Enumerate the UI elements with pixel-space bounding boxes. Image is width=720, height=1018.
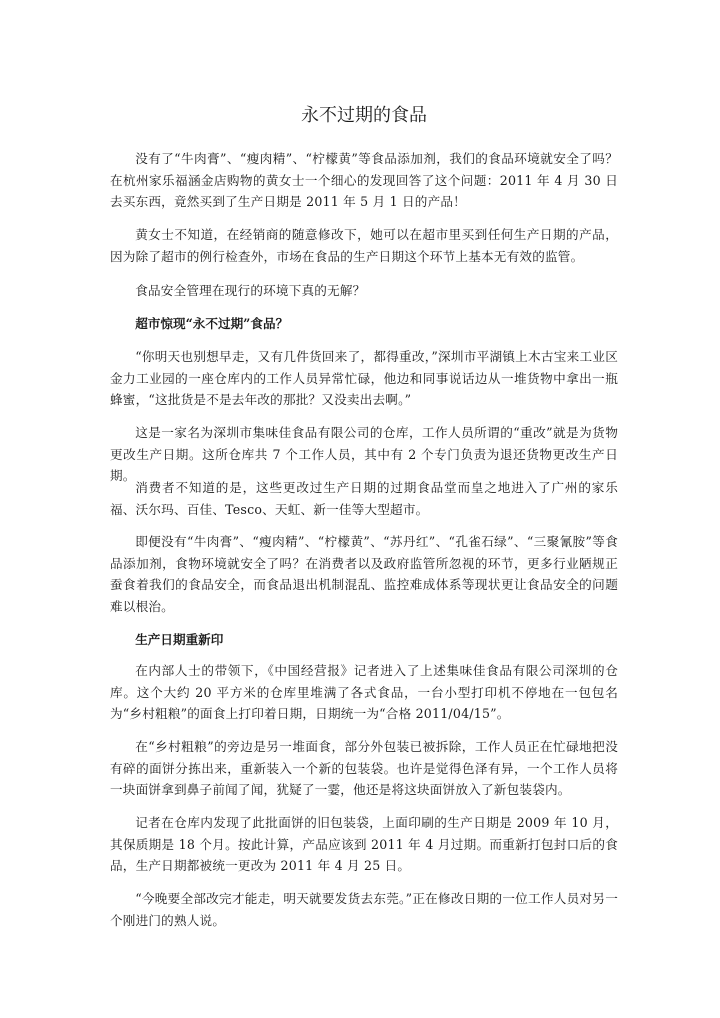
- paragraph-4: “你明天也别想早走，又有几件货回来了，都得重改，”深圳市平湖镇上木古宝来工业区金力工业园的一座仓库内的工作人员异常忙碌，他边和同事说话边从一堆货物中拿出一瓶蜂蜜，“这批货是不是去年改的那批？又没卖出去啊。”: [110, 349, 618, 407]
- paragraph-7: 即便没有“牛肉膏”、“瘦肉精”、“柠檬黄”、“苏丹红”、“孔雀石绿”、“三聚氰胺”等食品添加剂，食物环境就安全了吗？在消费者以及政府监管所忽视的环节，更多行业陋规正蚕食着我们的食品安全，而食品退出机制混乱、监控难成体系等现状更让食品安全的问题难以根治。: [110, 534, 618, 614]
- paragraph-9: 在“乡村粗粮”的旁边是另一堆面食，部分外包装已被拆除，工作人员正在忙碌地把没有碎的面饼分拣出来，重新装入一个新的包装袋。也许是觉得色泽有异，一个工作人员将一块面饼拿到鼻子前闻了闻，犹疑了一霎，他还是将这块面饼放入了新包装袋内。: [110, 739, 618, 797]
- paragraph-8: 在内部人士的带领下，《中国经营报》记者进入了上述集味佳食品有限公司深圳的仓库。这个大约 20 平方米的仓库里堆满了各式食品，一台小型打印机不停地在一包包名为“乡村粗粮”的面食上打印着日期，日期统一为“合格 2011/04/15”。: [110, 663, 618, 721]
- paragraph-11: “今晚要全部改完才能走，明天就要发货去东莞。”正在修改日期的一位工作人员对另一个刚进门的熟人说。: [110, 891, 618, 928]
- paragraph-10: 记者在仓库内发现了此批面饼的旧包装袋，上面印刷的生产日期是 2009 年 10 月，其保质期是 18 个月。按此计算，产品应该到 2011 年 4 月过期。而重新打包封口后的食品，生产日期都被统一更改为 2011 年 4 月 25 日。: [110, 815, 618, 873]
- section-heading-2: 生产日期重新印: [135, 632, 224, 647]
- paragraph-3: 食品安全管理在现行的环境下真的无解？: [135, 283, 366, 298]
- paragraph-5: 这是一家名为深圳市集味佳食品有限公司的仓库，工作人员所谓的“重改”就是为货物更改生产日期。这所仓库共 7 个工作人员，其中有 2 个专门负责为退还货物更改生产日期。: [110, 425, 618, 483]
- paragraph-2: 黄女士不知道，在经销商的随意修改下，她可以在超市里买到任何生产日期的产品，因为除了超市的例行检查外，市场在食品的生产日期这个环节上基本无有效的监管。: [110, 227, 618, 264]
- section-heading-1: 超市惊现“永不过期”食品？: [135, 316, 289, 331]
- paragraph-1: 没有了“牛肉膏”、“瘦肉精”、“柠檬黄”等食品添加剂，我们的食品环境就安全了吗？在杭州家乐福涵金店购物的黄女士一个细心的发现回答了这个问题：2011 年 4 月 30 日去买东西，竟然买到了生产日期是 2011 年 5 月 1 日的产品！: [110, 151, 618, 209]
- page-title: 永不过期的食品: [301, 105, 427, 126]
- paragraph-6: 消费者不知道的是，这些更改过生产日期的过期食品堂而皇之地进入了广州的家乐福、沃尔玛、百佳、Tesco、天虹、新一佳等大型超市。: [110, 480, 618, 517]
